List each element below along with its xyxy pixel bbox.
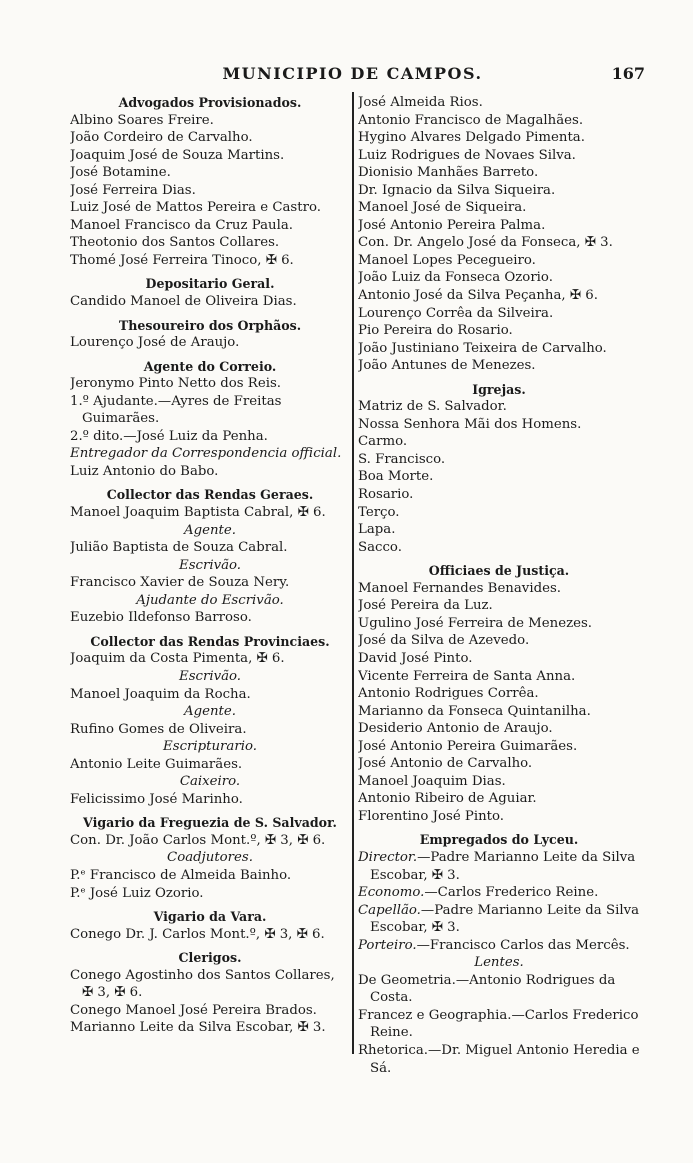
list-item: Candido Manoel de Oliveira Dias. [70, 294, 297, 310]
list-item: Terço. [358, 504, 400, 520]
role-label: Economo. [358, 885, 425, 901]
list-item: José Antonio de Carvalho. [358, 756, 533, 772]
role-label: Coadjutores. [167, 850, 253, 866]
list-item: Euzebio Ildefonso Barroso. [70, 610, 252, 626]
section-heading-vigario-vara: Vigario da Vara. [153, 909, 267, 925]
left-column [70, 94, 350, 1037]
list-item: João Luiz da Fonseca Ozorio. [358, 270, 553, 286]
list-item: Manoel Joaquim Dias. [358, 773, 506, 789]
list-item: Dionisio Manhães Barreto. [358, 165, 539, 181]
right-column [358, 94, 640, 1077]
list-item: Manoel Fernandes Benavides. [358, 580, 561, 596]
list-item: João Antunes de Menezes. [358, 358, 536, 374]
list-item: P.ᵉ José Luiz Ozorio. [70, 885, 204, 901]
section-heading-tesoureiro: Thesoureiro dos Orphãos. [118, 317, 302, 333]
role-holder: —Francisco Carlos das Mercês. [416, 937, 630, 953]
section-heading-igrejas: Igrejas. [472, 381, 526, 397]
role-label: Agente. [184, 522, 236, 538]
section-heading-rendas-provinciaes: Collector das Rendas Provinciaes. [90, 633, 330, 649]
list-item: Julião Baptista de Souza Cabral. [70, 540, 288, 556]
list-item [358, 849, 640, 884]
role-label: Agente. [184, 704, 236, 720]
list-item: S. Francisco. [358, 451, 446, 467]
list-item: José Botamine. [70, 165, 171, 181]
list-item: Desiderio Antonio de Araujo. [358, 721, 553, 737]
role-label: Capellão. [358, 902, 421, 918]
list-item: Luiz José de Mattos Pereira e Castro. [70, 200, 321, 216]
list-item: Luiz Antonio do Babo. [70, 463, 219, 479]
role-label: Director. [358, 849, 418, 865]
list-item: Hygino Alvares Delgado Pimenta. [358, 130, 585, 146]
role-label: Caixeiro. [179, 774, 241, 790]
list-item: Manoel Joaquim da Rocha. [70, 686, 251, 702]
list-item: Antonio Ribeiro de Aguiar. [358, 791, 537, 807]
list-item: José Almeida Rios. [358, 95, 483, 110]
section-heading-correio: Agente do Correio. [143, 358, 277, 374]
section-heading-depositario: Depositario Geral. [145, 276, 275, 292]
list-item: Marianno Leite da Silva Escobar, ✠ 3. [70, 1020, 326, 1036]
list-item: João Cordeiro de Carvalho. [70, 130, 253, 146]
list-item: Antonio José da Silva Peçanha, ✠ 6. [358, 288, 598, 304]
list-item: João Justiniano Teixeira de Carvalho. [358, 340, 607, 356]
list-item: Marianno da Fonseca Quintanilha. [358, 703, 591, 719]
list-item: Lourenço Corrêa da Silveira. [358, 305, 554, 321]
role-label: Escrivão. [178, 668, 242, 684]
role-holder: —Carlos Frederico Reine. [424, 885, 599, 901]
role-label: Entregador da Correspondencia official. [70, 446, 342, 462]
list-item: Ugulino José Ferreira de Menezes. [358, 615, 593, 631]
list-item [358, 902, 640, 937]
list-item: Antonio Leite Guimarães. [70, 756, 243, 772]
list-item: Conego Dr. J. Carlos Mont.º, ✠ 3, ✠ 6. [70, 926, 325, 942]
list-item: Manoel Lopes Pecegueiro. [358, 252, 536, 268]
list-item: Lourenço José de Araujo. [70, 335, 240, 351]
list-item: Carmo. [358, 434, 408, 450]
section-heading-lyceu: Empregados do Lyceu. [419, 832, 579, 848]
list-item: Conego Agostinho dos Santos Collares, ✠ 3, ✠ 6. [70, 967, 335, 1001]
role-holder: —Padre Marianno Leite da Silva Escobar, ✠ 3. [370, 849, 636, 883]
list-item: Rhetorica.—Dr. Miguel Antonio Heredia e Sá. [358, 1042, 640, 1076]
list-item: Sacco. [358, 539, 402, 555]
list-item: Con. Dr. João Carlos Mont.º, ✠ 3, ✠ 6. [70, 832, 326, 848]
list-item: Luiz Rodrigues de Novaes Silva. [358, 147, 576, 163]
list-item: Vicente Ferreira de Santa Anna. [358, 668, 576, 684]
role-label: Escripturario. [163, 739, 257, 755]
list-item: Albino Soares Freire. [70, 112, 214, 128]
section-heading-officiaes: Officiaes de Justiça. [428, 563, 570, 579]
list-item: Thomé José Ferreira Tinoco, ✠ 6. [70, 252, 294, 268]
section-heading-advogados: Advogados Provisionados. [118, 95, 302, 110]
section-heading-vigario-freguezia: Vigario da Freguezia de S. Salvador. [83, 815, 337, 831]
list-item: Dr. Ignacio da Silva Siqueira. [358, 182, 556, 198]
list-item: Manoel José de Siqueira. [358, 200, 527, 216]
list-item: Antonio Francisco de Magalhães. [358, 112, 584, 128]
page-number: 167 [611, 64, 645, 83]
list-item: José da Silva de Azevedo. [358, 633, 530, 649]
list-item: Con. Dr. Angelo José da Fonseca, ✠ 3. [358, 235, 613, 251]
list-item: 2.º dito.—José Luiz da Penha. [70, 428, 268, 444]
list-item [358, 884, 640, 902]
list-item: Manoel Joaquim Baptista Cabral, ✠ 6. [70, 505, 326, 521]
list-item: Joaquim José de Souza Martins. [70, 147, 285, 163]
list-item: José Ferreira Dias. [70, 182, 196, 198]
list-item: Lapa. [358, 522, 396, 538]
list-item: P.ᵉ Francisco de Almeida Bainho. [70, 867, 292, 883]
role-label: Porteiro. [358, 937, 417, 953]
list-item: Nossa Senhora Mãi dos Homens. [358, 416, 582, 432]
list-item: Francez e Geographia.—Carlos Frederico Reine. [358, 1007, 639, 1041]
list-item [358, 937, 640, 955]
role-label: Escrivão. [178, 557, 242, 573]
list-item: Jeronymo Pinto Netto dos Reis. [70, 376, 281, 392]
list-item: De Geometria.—Antonio Rodrigues da Costa. [358, 972, 616, 1006]
list-item: Felicissimo José Marinho. [70, 791, 243, 807]
list-item: 1.º Ajudante.—Ayres de Freitas Guimarães. [70, 393, 282, 427]
list-item: David José Pinto. [358, 650, 473, 666]
list-item: José Pereira da Luz. [358, 598, 493, 614]
role-label: Lentes. [474, 955, 524, 971]
list-item: Rufino Gomes de Oliveira. [70, 721, 247, 737]
role-holder: —Padre Marianno Leite da Silva Escobar, ✠ 3. [370, 902, 640, 936]
section-heading-clerigos: Clerigos. [178, 950, 242, 966]
list-item: Matriz de S. Salvador. [358, 399, 507, 415]
list-item: Francisco Xavier de Souza Nery. [70, 575, 290, 591]
list-item: Conego Manoel José Pereira Brados. [70, 1002, 317, 1018]
list-item: Rosario. [358, 487, 414, 503]
role-label: Ajudante do Escrivão. [136, 592, 284, 608]
list-item: Manoel Francisco da Cruz Paula. [70, 217, 293, 233]
list-item: José Antonio Pereira Guimarães. [358, 738, 578, 754]
page-header [60, 64, 645, 88]
column-divider [352, 92, 354, 1054]
list-item: Joaquim da Costa Pimenta, ✠ 6. [70, 651, 285, 667]
list-item: Antonio Rodrigues Corrêa. [358, 686, 539, 702]
list-item: Boa Morte. [358, 469, 434, 485]
page-title: MUNICIPIO DE CAMPOS. [222, 64, 483, 83]
list-item: Pio Pereira do Rosario. [358, 323, 513, 339]
list-item: José Antonio Pereira Palma. [358, 217, 546, 233]
list-item: Theotonio dos Santos Collares. [70, 235, 280, 251]
section-heading-rendas-geraes: Collector das Rendas Geraes. [106, 487, 314, 503]
list-item: Florentino José Pinto. [358, 808, 505, 824]
